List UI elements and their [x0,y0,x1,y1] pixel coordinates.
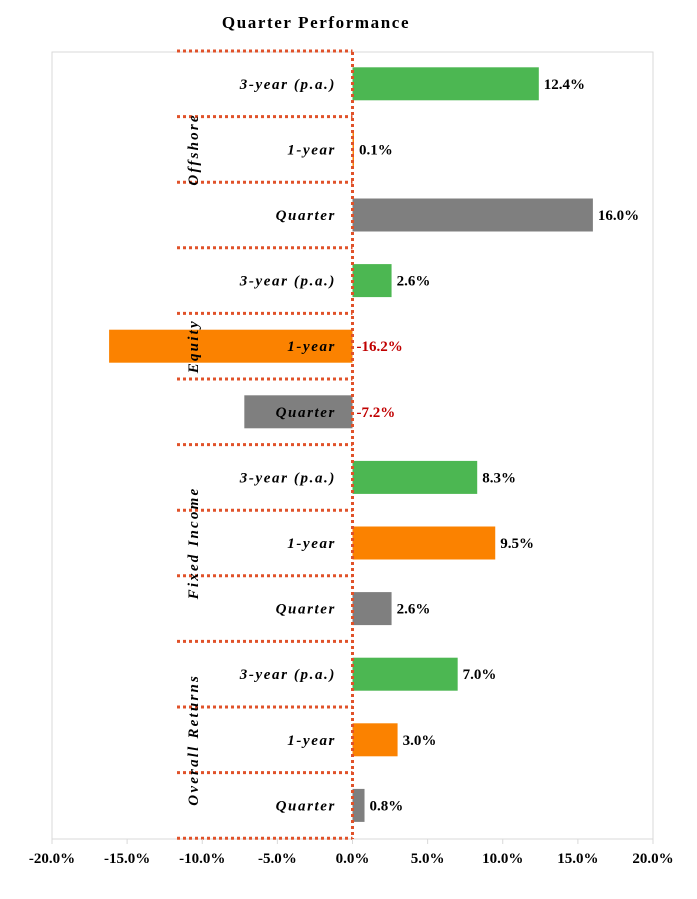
group-label-equity: Equity [186,319,202,374]
bar-overall-returns-3-year-p-a [353,658,458,691]
category-label: Quarter [275,601,336,618]
x-tick-label: -10.0% [179,851,226,867]
labels [186,77,639,815]
data-label: 8.3% [482,470,516,487]
bar-offshore-quarter [353,199,593,232]
data-label: 7.0% [462,667,497,684]
bar-overall-returns-1-year [353,723,398,756]
data-label: 12.4% [543,76,586,93]
category-label: 3-year (p.a.) [239,470,336,487]
x-tick-label: -20.0% [28,851,76,867]
bar-equity-3-year-p-a [353,264,392,297]
group-label-offshore: Offshore [186,113,202,186]
data-label: -7.2% [356,404,396,421]
bars [109,67,593,822]
x-axis [29,52,674,867]
category-label: Quarter [275,798,336,815]
x-tick-label: 20.0% [632,851,674,867]
bar-offshore-3-year-p-a [353,67,539,100]
category-label: 3-year (p.a.) [239,667,336,684]
category-label: 1-year [287,142,336,159]
data-label: 9.5% [500,536,534,552]
group-label-fixed-income: Fixed Income [186,486,202,600]
x-tick-label: 5.0% [410,851,445,867]
data-label: 0.1% [359,142,393,159]
category-separators [177,51,353,838]
x-tick-label: -15.0% [104,851,151,867]
category-label: Quarter [275,404,336,421]
x-tick-label: 10.0% [482,851,524,867]
data-label: 2.6% [396,273,431,290]
bar-fixed-income-quarter [353,592,392,625]
group-label-overall-returns: Overall Returns [186,673,202,806]
chart-title: Quarter Performance [221,13,411,32]
category-label: 1-year [287,732,336,749]
x-tick-label: 15.0% [557,851,599,867]
x-tick-label: -5.0% [258,851,297,867]
category-label: Quarter [275,208,336,224]
data-label: 2.6% [396,601,431,618]
category-label: 3-year (p.a.) [239,273,336,290]
data-label: 0.8% [369,798,404,815]
category-label: 3-year (p.a.) [239,76,336,93]
bar-overall-returns-quarter [353,789,365,822]
bar-fixed-income-1-year [353,527,496,560]
data-label: 3.0% [402,732,437,749]
x-tick-label: 0.0% [335,851,370,867]
bar-fixed-income-3-year-p-a [353,461,478,494]
data-label: 16.0% [597,208,640,224]
category-label: 1-year [287,536,336,552]
category-label: 1-year [287,339,336,356]
data-label: -16.2% [356,339,403,356]
